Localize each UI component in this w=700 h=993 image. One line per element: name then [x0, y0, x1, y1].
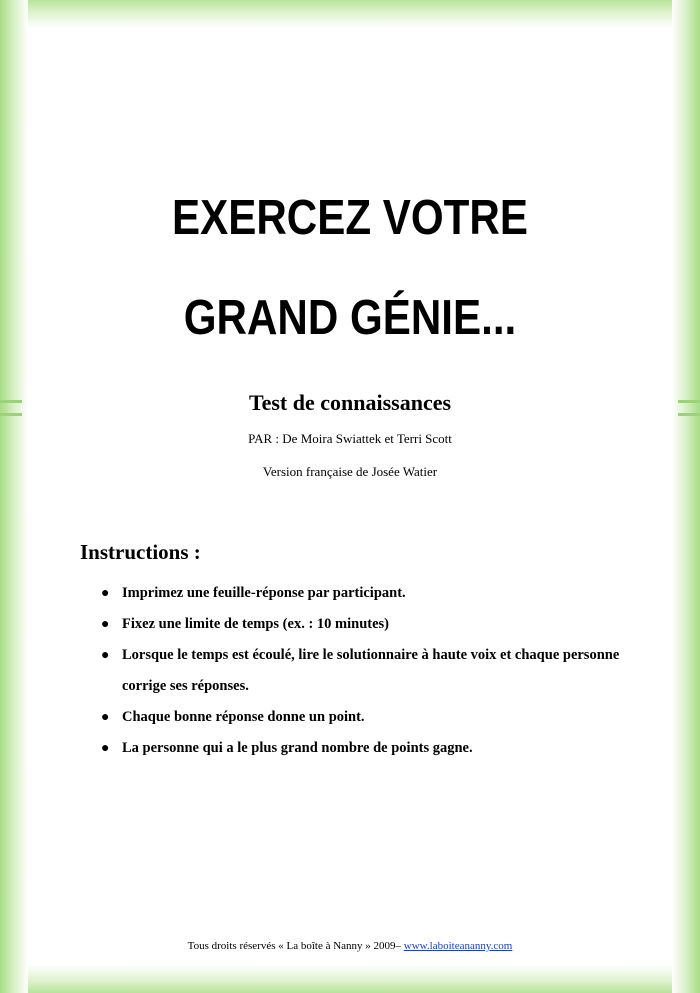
page-border-right [672, 0, 700, 993]
list-item [98, 609, 638, 640]
subtitle: Test de connaissances [248, 390, 452, 415]
list-item [98, 640, 638, 702]
list-item-text: La personne qui a le plus grand nombre de points gagne. [122, 740, 473, 756]
border-mark-left [0, 400, 22, 416]
translation-credit: Version française de Josée Watier [262, 464, 438, 479]
authors-byline: PAR : De Moira Swiattek et Terri Scott [248, 431, 452, 446]
page-border-top [0, 0, 700, 28]
list-item [98, 733, 638, 764]
bullet-icon: ● [101, 586, 110, 601]
list-item [98, 702, 638, 733]
bullet-icon: ● [101, 710, 110, 725]
instructions-list [98, 578, 638, 764]
main-title-line-1: EXERCEZ VOTRE [172, 191, 528, 245]
copyright-text: Tous droits réservés « La boîte à Nanny » 2009– [187, 940, 404, 952]
list-item-text: Fixez une limite de temps (ex. : 10 minutes) [122, 616, 389, 632]
page-border-bottom [0, 965, 700, 993]
list-item-text: Lorsque le temps est écoulé, lire le solutionnaire à haute voix et chaque personne corrige ses réponses. [122, 647, 620, 694]
instructions-heading: Instructions : [80, 540, 201, 564]
list-item-text: Chaque bonne réponse donne un point. [122, 709, 365, 725]
bullet-icon: ● [101, 741, 110, 756]
list-item-text: Imprimez une feuille-réponse par participant. [122, 585, 406, 601]
bullet-icon: ● [101, 617, 110, 632]
bullet-icon: ● [101, 648, 110, 663]
main-title-line-2: GRAND GÉNIE... [183, 291, 517, 345]
document-page [28, 28, 672, 965]
border-mark-right [678, 400, 700, 416]
page-border-left [0, 0, 28, 993]
main-title [73, 168, 627, 368]
footer [28, 940, 672, 952]
list-item [98, 578, 638, 609]
website-link[interactable]: www.laboiteananny.com [403, 940, 513, 952]
